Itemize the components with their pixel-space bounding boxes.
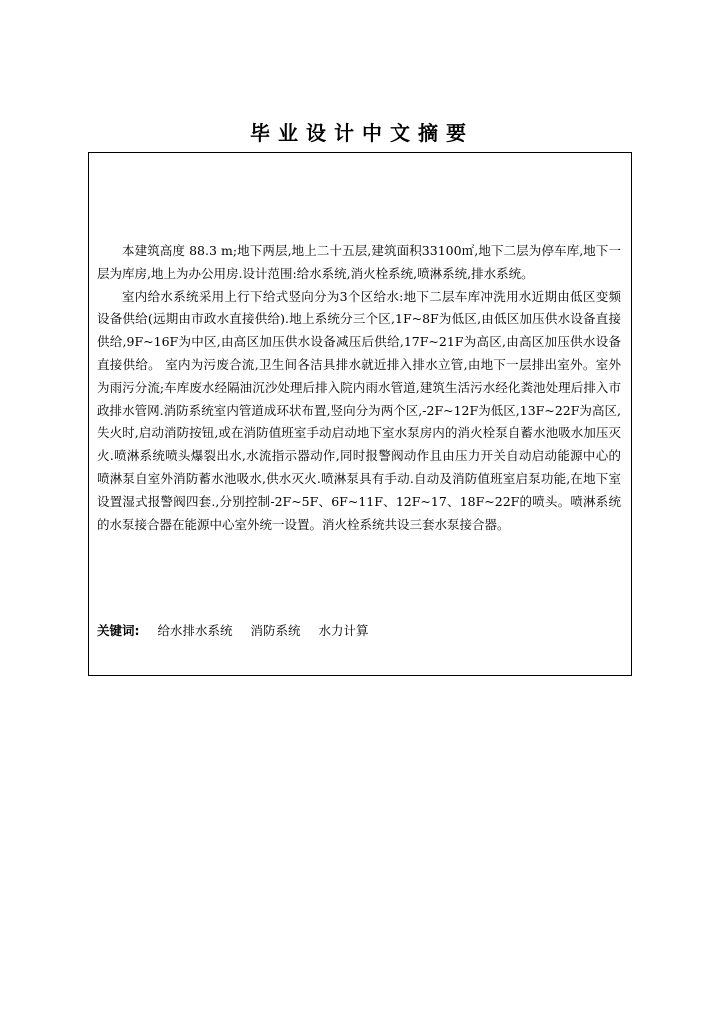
abstract-box	[88, 152, 632, 676]
keywords-line	[97, 620, 621, 642]
keywords-label: 关键词:	[97, 623, 140, 638]
keyword-item: 水力计算	[318, 623, 369, 638]
abstract-paragraph: 室内给水系统采用上行下给式竖向分为3个区给水:地下二层车库冲洗用水近期由低区变频设备供给(远期由市政水直接供给).地上系统分三个区,1F~8F为低区,由低区加压供水设备直接供给,9F~16F为中区,由高区加压供水设备减压后供给,17F~21F为高区,由高区加压供水设备直接供给。 室内为污废合流,卫生间各洁具排水就近排入排水立管,由地下一层排出室外。室外为雨污分流;车库废水经隔油沉沙处理后排入院内雨水管道,建筑生活污水经化粪池处理后排入市政排水管网.消防系统室内管道成环状布置,竖向分为两个区,-2F~12F为低区,13F~22F为高区,失火时,启动消防按钮,或在消防值班室手动启动地下室水泵房内的消火栓泵自蓄水池吸水加压灭火.喷淋系统喷头爆裂出水,水流指示器动作,同时报警阀动作且由压力开关自动启动能源中心的喷淋泵自室外消防蓄水池吸水,供水灭火.喷淋泵具有手动.自动及消防值班室启泵功能,在地下室设置湿式报警阀四套.,分别控制-2F~5F、6F~11F、12F~17、18F~22F的喷头。喷淋系统的水泵接合器在能源中心室外统一设置。消火栓系统共设三套水泵接合器。	[97, 288, 621, 532]
abstract-paragraph: 本建筑高度 88.3 m;地下两层,地上二十五层,建筑面积33100㎡,地下二层为停车库,地下一层为库房,地上为办公用房.设计范围:给水系统,消火栓系统,喷淋系统,排水系统。	[97, 243, 621, 281]
page-title: 毕业设计中文摘要	[250, 121, 474, 145]
keyword-item: 消防系统	[250, 623, 301, 638]
abstract-body	[97, 240, 621, 536]
keyword-item: 给水排水系统	[157, 623, 233, 638]
